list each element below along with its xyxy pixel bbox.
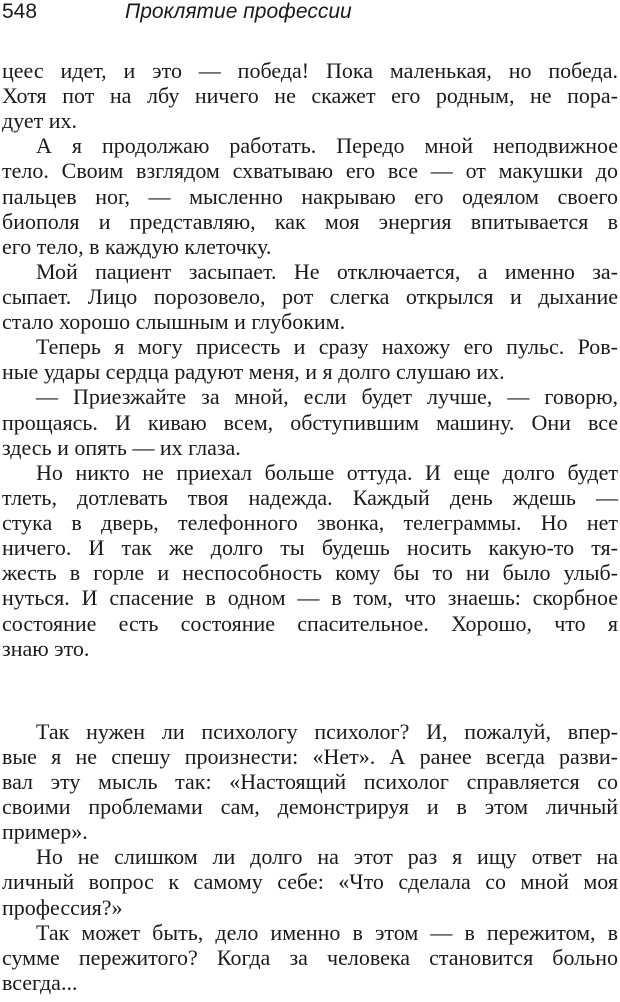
text-line: стука в дверь, телефонного звонка, телеграммы. Но нет bbox=[2, 510, 618, 536]
text-line: Но никто не приехал больше оттуда. И еще долго будет bbox=[36, 459, 618, 485]
running-title: Проклятие профессии bbox=[125, 0, 352, 23]
text-line: Хотя пот на лбу ничего не скажет его родным, не пора- bbox=[2, 83, 618, 109]
text-line: пальцев ног, — мысленно накрываю его одеялом своего bbox=[2, 183, 618, 209]
text-line: жесть в горле и неспособность кому бы то ни было улыб- bbox=[2, 560, 618, 586]
text-line: сумме пережитого? Когда за человека становится больно bbox=[2, 944, 618, 970]
text-line: своими проблемами сам, демонстрируя и в этом личный bbox=[2, 794, 618, 820]
text-line: А я продолжаю работать. Передо мной неподвижное bbox=[36, 133, 618, 159]
text-line: здесь и опять — их глаза. bbox=[2, 434, 241, 460]
text-line: цеес идет, и это — победа! Пока маленькая, но победа. bbox=[2, 58, 618, 83]
text-line: тлеть, дотлевать твоя надежда. Каждый день ждешь — bbox=[2, 484, 618, 510]
text-line: дует их. bbox=[2, 108, 78, 134]
text-line: пример». bbox=[2, 819, 88, 845]
text-line: личный вопрос к самому себе: «Что сделала со мной моя bbox=[2, 869, 618, 895]
text-line: состояние есть состояние спасительное. Хорошо, что я bbox=[2, 610, 618, 636]
text-line: ные удары сердца радуют меня, и я долго слушаю их. bbox=[2, 359, 505, 385]
text-line: прощаясь. И киваю всем, обступившим машину. Они все bbox=[2, 409, 618, 435]
text-line: Мой пациент засыпает. Не отключается, а именно за- bbox=[36, 258, 618, 284]
text-line: Теперь я могу присесть и сразу нахожу его пульс. Ров- bbox=[36, 334, 618, 360]
running-header bbox=[0, 0, 620, 26]
text-line: профессия?» bbox=[2, 894, 123, 920]
page-number: 548 bbox=[2, 0, 38, 23]
text-line: стало хорошо слышным и глубоким. bbox=[2, 309, 346, 335]
text-line: — Приезжайте за мной, если будет лучше, — говорю, bbox=[36, 384, 618, 410]
text-line: всегда... bbox=[2, 969, 78, 995]
text-line: биополя и представляю, как моя энергия впитывается в bbox=[2, 208, 618, 234]
text-line: Но не слишком ли долго на этот раз я ищу ответ на bbox=[36, 844, 618, 870]
text-line: знаю это. bbox=[2, 635, 90, 661]
text-line: ничего. И так же долго ты будешь носить какую-то тя- bbox=[2, 535, 618, 561]
text-line: Так нужен ли психологу психолог? И, пожалуй, впер- bbox=[36, 718, 618, 744]
text-line: тело. Своим взглядом схватываю его все — от макушки до bbox=[2, 158, 618, 184]
text-line: Так может быть, дело именно в этом — в пережитом, в bbox=[36, 919, 618, 945]
text-line: сыпает. Лицо порозовело, рот слегка открылся и дыхание bbox=[2, 284, 618, 310]
text-line: вал эту мысль так: «Настоящий психолог справляется со bbox=[2, 768, 618, 794]
text-line: вые я не спешу произнести: «Нет». А ранее всегда разви- bbox=[2, 743, 618, 769]
text-line: нуться. И спасение в одном — в том, что знаешь: скорбное bbox=[2, 585, 618, 611]
text-line: его тело, в каждую клеточку. bbox=[2, 233, 272, 259]
